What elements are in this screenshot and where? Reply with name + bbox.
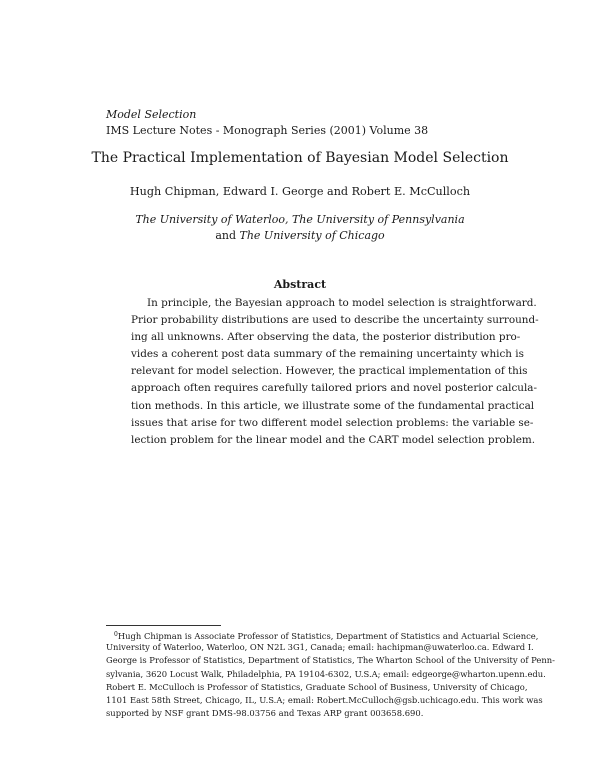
affiliation-line-1: The University of Waterloo, The University of Pennsylvania	[135, 213, 465, 226]
affiliation-line-2	[0, 229, 600, 242]
abstract-line: lection problem for the linear model and the CART model selection problem.	[131, 433, 536, 446]
abstract-line: tion methods. In this article, we illustrate some of the fundamental practical	[131, 399, 535, 412]
abstract-line: Prior probability distributions are used to describe the uncertainty surround-	[131, 314, 539, 327]
abstract-heading: Abstract	[273, 278, 327, 291]
paper-title: The Practical Implementation of Bayesian Model Selection	[91, 150, 509, 166]
affiliation-and: and	[215, 229, 240, 242]
abstract-line: vides a coherent post data summary of the remaining uncertainty which is	[131, 348, 524, 361]
footnote-line: 1101 East 58th Street, Chicago, IL, U.S.A; email: Robert.McCulloch@gsb.uchicago.edu. This work was	[106, 694, 543, 705]
footnote-rule	[106, 625, 221, 626]
footnote-line: supported by NSF grant DMS-98.03756 and Texas ARP grant 003658.690.	[106, 708, 424, 719]
footnote-marker: 0	[114, 631, 118, 638]
affiliation-chicago: The University of Chicago	[239, 229, 385, 242]
author-list: Hugh Chipman, Edward I. George and Robert E. McCulloch	[129, 185, 471, 198]
abstract-line: relevant for model selection. However, the practical implementation of this	[131, 365, 528, 378]
series-info: IMS Lecture Notes - Monograph Series (2001) Volume 38	[106, 124, 429, 137]
footnote-line: University of Waterloo, Waterloo, ON N2L 3G1, Canada; email: hachipman@uwaterloo.ca. Edward I.	[106, 642, 534, 653]
abstract-line: issues that arise for two different model selection problems: the variable se-	[131, 416, 534, 429]
footnote-line: sylvania, 3620 Locust Walk, Philadelphia, PA 19104-6302, U.S.A; email: edgeorge@wharton.upenn.edu.	[106, 668, 546, 679]
footnote-line: George is Professor of Statistics, Department of Statistics, The Wharton School of the University of Penn-	[106, 655, 555, 666]
footnote	[106, 628, 555, 720]
series-title: Model Selection	[106, 108, 197, 121]
abstract-body	[131, 295, 539, 449]
footnote-line	[106, 628, 539, 641]
abstract-line: ing all unknowns. After observing the data, the posterior distribution pro-	[131, 331, 521, 344]
abstract-line: approach often requires carefully tailored priors and novel posterior calcula-	[131, 382, 538, 395]
footnote-line: Robert E. McCulloch is Professor of Statistics, Graduate School of Business, University of Chicago,	[106, 681, 528, 692]
footnote-line-text: Hugh Chipman is Associate Professor of Statistics, Department of Statistics and Actuarial Science,	[117, 631, 539, 641]
abstract-line: In principle, the Bayesian approach to model selection is straightforward.	[147, 297, 537, 309]
